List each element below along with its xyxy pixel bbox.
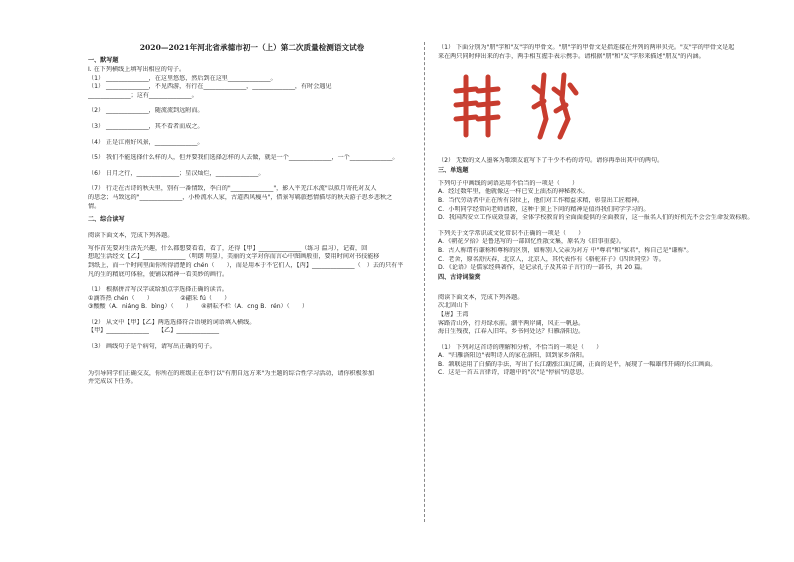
right-bottom-content <box>438 157 754 378</box>
text-line: 下列句子中画线的词语运用不恰当的一项是（ ） <box>438 179 579 187</box>
text-line: （1） 下列对这首诗的理解和分析，不恰当的一项是（ ） <box>438 343 603 351</box>
text-line: 【唐】王湾 <box>438 310 469 318</box>
spacer <box>88 225 416 232</box>
spacer <box>88 147 416 154</box>
text-line: 下列关于文学常识或文化常识不正确的一项是（ ） <box>438 229 585 237</box>
spacer <box>88 132 416 139</box>
spacer <box>88 359 416 366</box>
text-line: （2） 从文中【甲】【乙】两选选择符合语境的词语填入横线。 <box>88 318 256 326</box>
left-column <box>88 42 416 387</box>
right-top-content <box>438 44 754 61</box>
text-line: ③酸酸（A．niáng B．bìng）（ ） ④耕耘不栏（A．cng B．rén）（ ） <box>88 303 308 311</box>
section-heading: 三、单选题 <box>438 166 469 174</box>
text-line: 写作首先要对生活先兴趣，什么都想要看看，看了，还得【甲】______________（练习 温习），记着，回 <box>88 244 368 252</box>
spacer <box>88 163 416 170</box>
fold-divider <box>424 42 425 522</box>
spacer <box>88 100 416 107</box>
text-line: 为引导同学们正确交友，你所在的班级正在举行以"有朋自远方来"为主题的综合性学习活动，请你积极参加 <box>88 369 374 377</box>
text-line: D．我国西安立工作成效显著，全体学校教育的全面面提供的全面教育，这一报名人们的好机先不会会生命发效标般。 <box>438 214 754 222</box>
text-line: B．当代劳动者中正在所有岗位上，他们对工作精益求精，彰显出工匠精神。 <box>438 196 644 204</box>
text-line: 想起生活经文【乙】______________（明朗 明显），美丽的文字对你而言心中图画般重，要用时间对书技能移 <box>88 253 380 261</box>
spacer <box>88 352 416 359</box>
text-line: 的思念；马致远的"______________，小桥流水人家，古道西风瘦马"，借景写羁旅愁情描尽的秋天游子思乡悲秋之 <box>88 193 393 201</box>
text-line: 阅读下面文本，完成下列各题。 <box>438 293 524 301</box>
text-line: ______________；这有______________。 <box>88 91 198 99</box>
text-line: （1） ______________，不见西游，有行在______________，______________，有时会遇见 <box>88 83 332 91</box>
text-line: （4） 正是江南好风景，______________。 <box>88 138 204 146</box>
spacer <box>438 337 754 344</box>
text-line: D．《论语》是儒家经典著作，是记录孔子及其弟子言行的一部书，共 20 篇。 <box>438 264 647 272</box>
text-line: I. 在下列横线上填写出相应的句子。 <box>88 66 186 73</box>
text-line: B．颔联运用了白描的手法，写出了长江潮涨江面辽阔，正面的是平，展现了一幅雄伟开阔的长江画面。 <box>438 360 717 368</box>
text-line: 阅读下面文本，完成下列各题。 <box>88 232 174 240</box>
spacer <box>88 336 416 343</box>
text-line: （3） ______________，其不看者而成之。 <box>88 122 204 130</box>
text-line: 次北固山下 <box>438 302 469 310</box>
text-line: 来在两只同时伸出来的右手，两手相互握手表示携手。请根据"朋"和"友"字形来描述"朋友"的内涵。 <box>438 52 705 60</box>
spacer <box>88 116 416 123</box>
exam-title: 2020—2021年河北省承德市初一（上）第二次质量检测语文试卷 <box>139 43 365 52</box>
text-line: B．古人称谓有谦称和尊称的区别，如称别人父亲为对方 中"尊君"和"家君"，称自己是"谦称"。 <box>438 246 693 254</box>
text-line: （5） 我们不能选择什么样的人，但并要我们选择怎样的人去做，就是一个______________，一个______________。 <box>88 154 399 162</box>
text-line: （2） 无数的文人墨客为歌颂友谊写下了千少不朽的诗句。请你再举出其中的两句。 <box>438 157 664 165</box>
text-line: 情。 <box>88 202 101 210</box>
section-heading: 四、古诗词鉴赏 <box>438 273 481 281</box>
right-column <box>438 44 754 378</box>
text-line: 客路青山外，行舟绿水前。潮平两岸阔，风正一帆悬。 <box>438 319 585 327</box>
text-line: 并完成以下任务。 <box>88 378 137 386</box>
text-line: （1） 下面分别为"朋"字和"友"字的甲骨文。"朋"字的甲骨文是指连接在并列的两串贝壳。"友"字的甲骨文是起 <box>438 44 735 51</box>
section-heading: 二、综合读写 <box>88 216 125 224</box>
text-line: （7） 行走在古诗的秋天里，别有一番情致，李白的"______________"，影入平羌江水流"以拟月寄托对友人 <box>88 185 377 193</box>
text-line: A．经过数年里，他就像这一样已安上油杰的神秘教水。 <box>438 188 589 196</box>
text-line: 海日生残夜，江春入旧年。乡书何处达？归雁洛阳边。 <box>438 328 585 336</box>
text-line: A．《朝花夕拾》是鲁迅写的一部回忆性散文集，原名为《旧事重提》。 <box>438 238 625 246</box>
spacer <box>88 178 416 185</box>
text-line: A．"归雁洛阳边"表明诗人的家在洛阳，回到家乡洛阳。 <box>438 352 588 360</box>
text-line: （2） ______________，随流流到远附而。 <box>88 107 204 115</box>
text-line: （3） 画线句子是个病句，请写出正确的句子。 <box>88 343 216 351</box>
text-line: （6） 日月之行，______________；星汉灿烂，______________。 <box>88 169 265 177</box>
text-line: 到纸上，而一个时间里面你所得清楚的 chén（ ），而是用本于不它们人，【丙】______________（ ）去的只有平 <box>88 261 404 269</box>
spacer <box>88 312 416 319</box>
spacer <box>438 283 754 290</box>
text-line: C．小明同学经常向老师请教，这种于顶上下问的精神是值得我们同学学习的。 <box>438 205 650 213</box>
text-line: C．老舍，原名舒庆春，北京人，北京人，其代表作有《骆驼祥子》《四世同堂》等。 <box>438 255 665 263</box>
peng-oracle-char <box>452 69 502 141</box>
text-line: （1） ______________，在这里悠悠，然后到在这里______________。 <box>88 74 277 82</box>
text-line: 凡的生的精底可体验，使铺以精神一看美妙的画行。 <box>88 270 229 278</box>
oracle-bone-characters <box>438 61 754 157</box>
spacer <box>438 223 754 230</box>
you-oracle-char <box>530 69 580 141</box>
text-line: （1） 根据拼音写汉字或给加点字选择正确的读音。 <box>88 286 228 294</box>
text-line: 【甲】______________ 【乙】______________ <box>88 327 220 335</box>
text-line: C．这是一首五言律诗，诗题中的"次"是"停宿"的意思。 <box>438 369 588 377</box>
spacer <box>88 279 416 286</box>
left-content <box>88 56 416 387</box>
text-line: ①滴答热 chén（ ） ②翩采 fú（ ） <box>88 294 231 302</box>
section-heading: 一、默写题 <box>88 57 119 64</box>
